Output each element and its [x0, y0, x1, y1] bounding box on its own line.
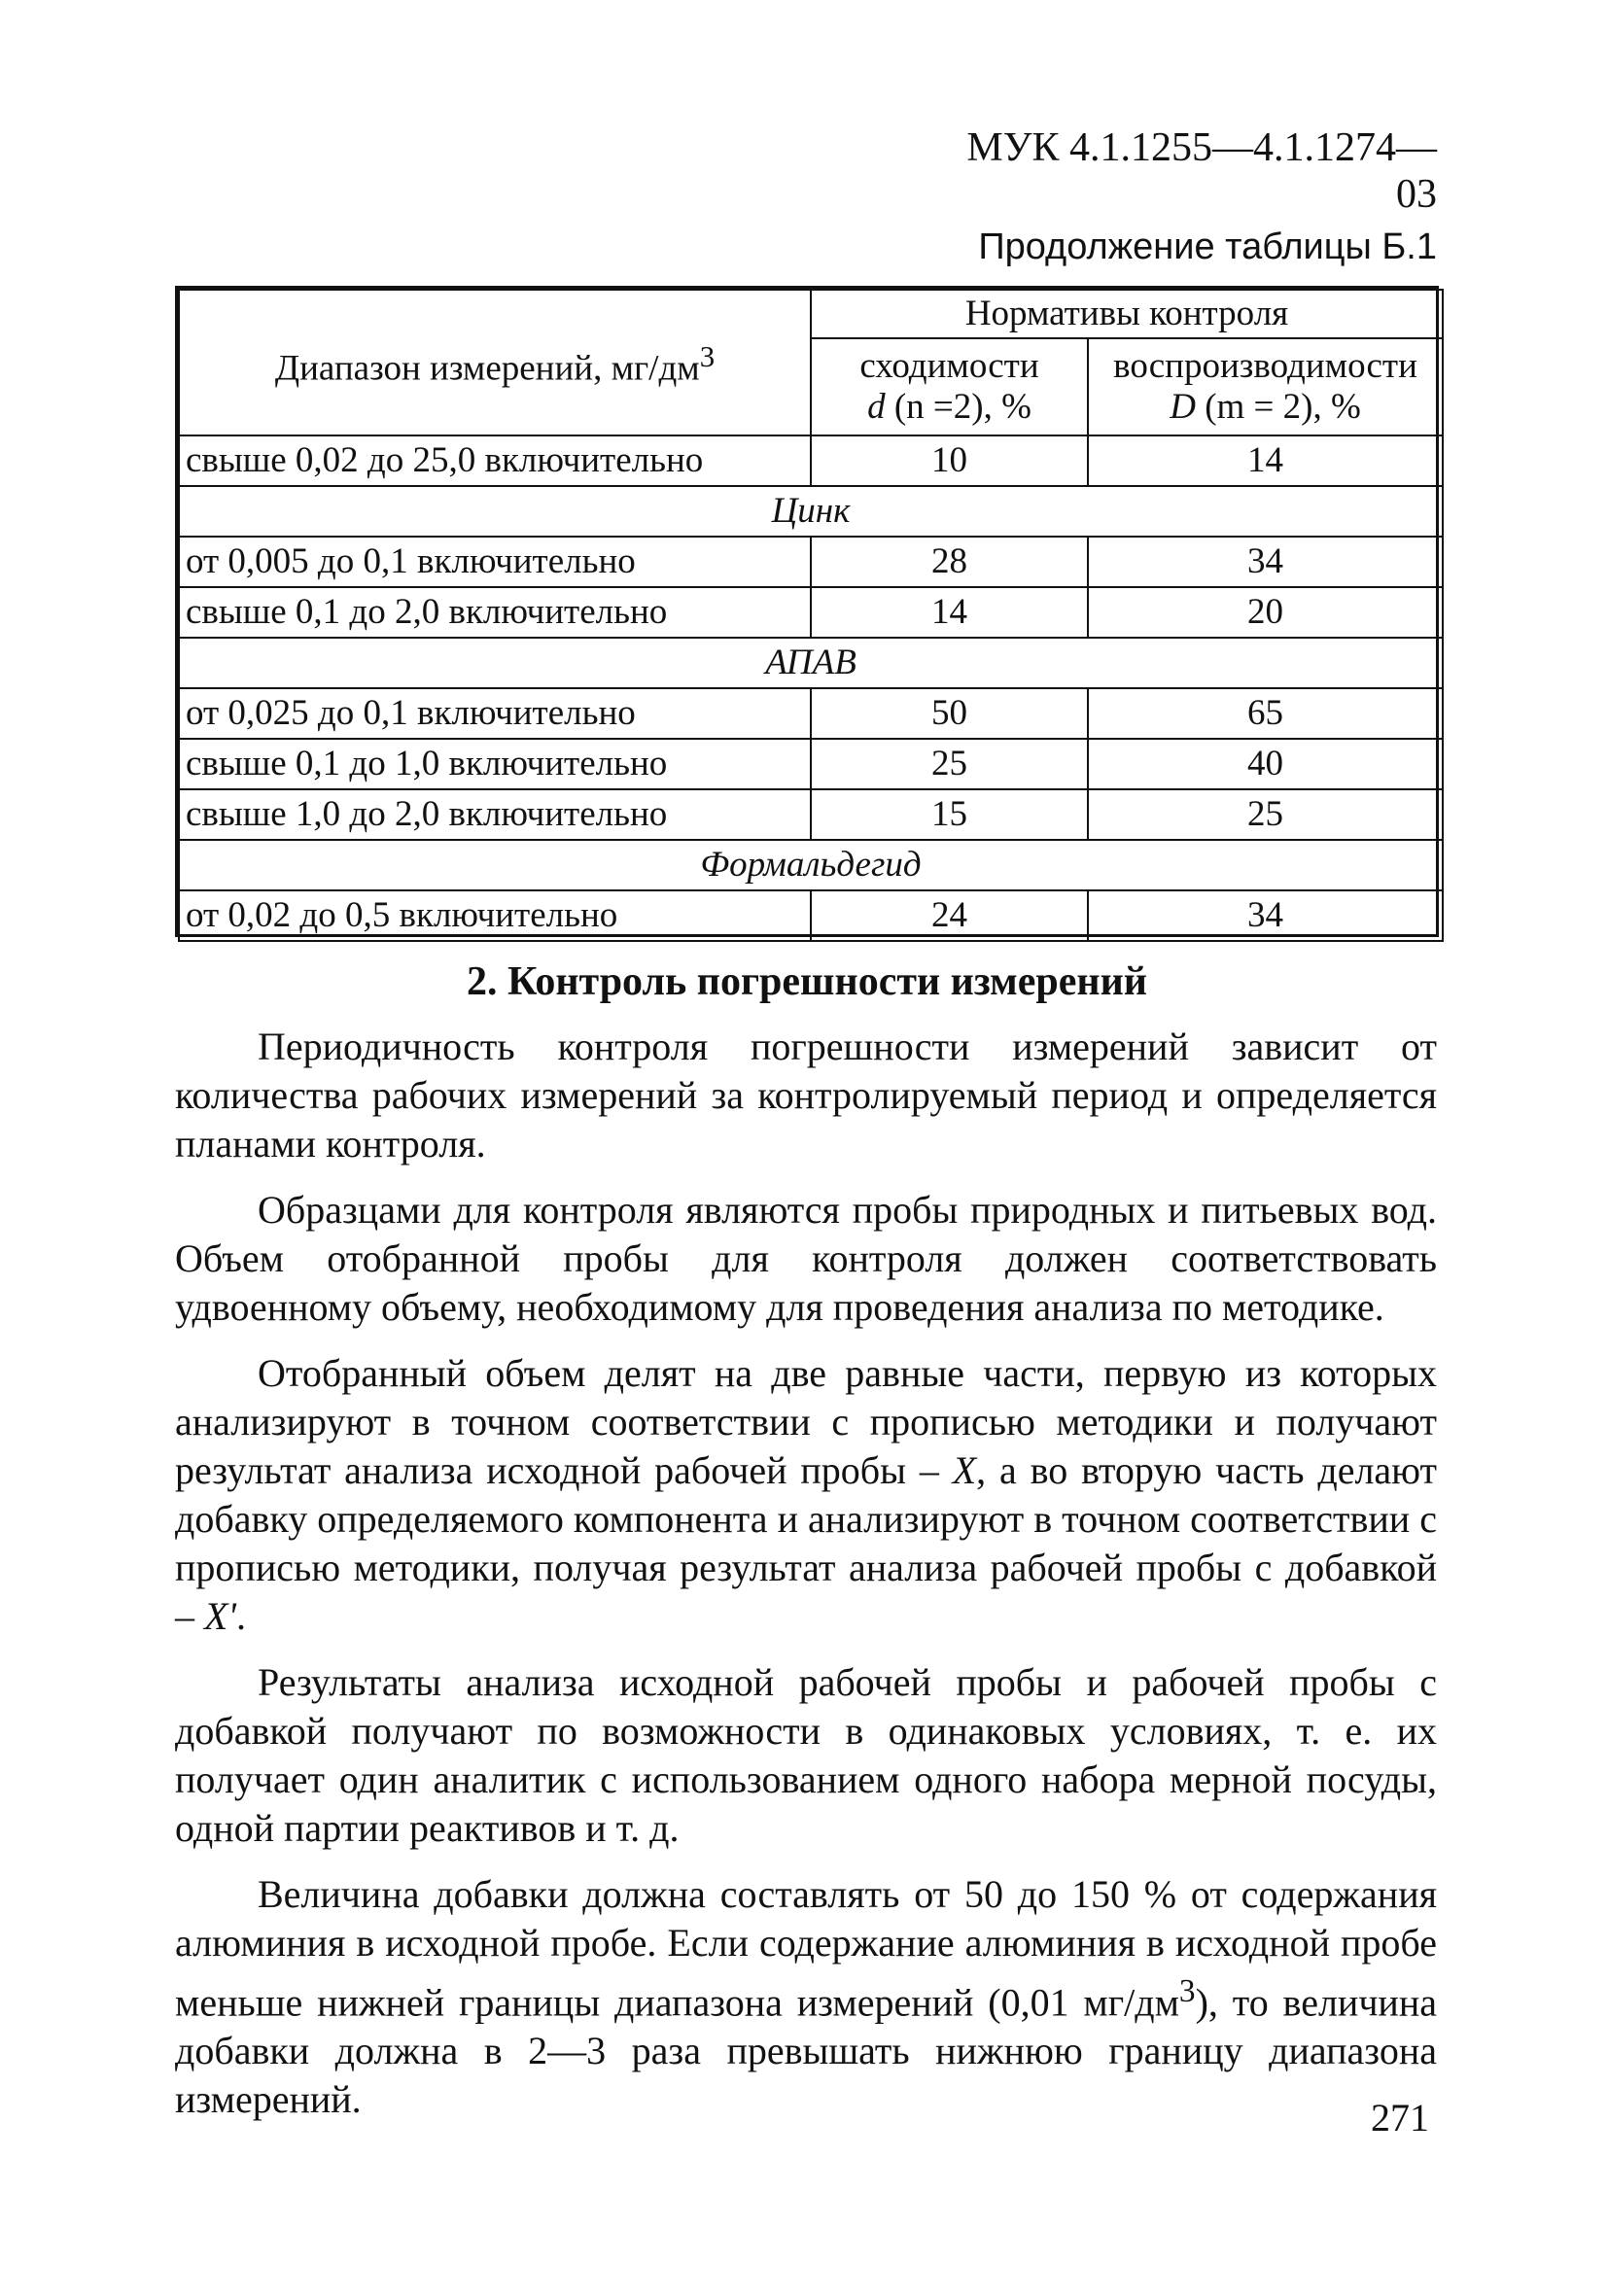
reproducibility-symbol: D — [1170, 387, 1196, 427]
table-header-row — [179, 290, 1443, 338]
procedure-text-b: , а во вторую часть делают добавку определяемого компонента и анализируют в точном соответствии с прописью методики, получая результат анализа рабочей пробы с добавкой – — [175, 1448, 1437, 1638]
range-cell: свыше 0,1 до 1,0 включительно — [179, 739, 811, 789]
table-row — [179, 688, 1443, 739]
paragraph-periodicity: Периодичность контроля погрешности измерений зависит от количества рабочих измерений за контролируемый период и определяется планами контроля. — [175, 1025, 1437, 1165]
repeatability-cell: 50 — [811, 688, 1088, 739]
reproducibility-cell: 34 — [1088, 890, 1443, 941]
table-row — [179, 587, 1443, 638]
addition-sup: 3 — [1178, 1973, 1196, 2009]
page-number: 271 — [1371, 2096, 1429, 2139]
repeatability-cell: 28 — [811, 537, 1088, 587]
norms-table — [178, 289, 1444, 942]
section-title: Цинк — [179, 486, 1443, 537]
document-code: МУК 4.1.1255—4.1.1274—03 — [966, 125, 1437, 217]
repeatability-cell: 14 — [811, 587, 1088, 638]
section-row-zinc — [179, 486, 1443, 537]
paragraph-samples: Образцами для контроля являются пробы природных и питьевых вод. Объем отобранной пробы для контроля должен соответствовать удвоенному объему, необходимому для проведения анализа по методике. — [175, 1188, 1437, 1329]
table-caption: Продолжение таблицы Б.1 — [978, 226, 1437, 267]
reproducibility-cell: 34 — [1088, 537, 1443, 587]
section-row-formaldehyde — [179, 840, 1443, 890]
reproducibility-cell: 25 — [1088, 789, 1443, 840]
reproducibility-params: (m = 2), % — [1205, 387, 1361, 427]
paragraph-conditions: Результаты анализа исходной рабочей пробы и рабочей пробы с добавкой получают по возможности в одинаковых условиях, т. е. их получает один аналитик с использованием одного набора мерной посуды, одной партии реактивов и т. д. — [175, 1660, 1437, 1850]
range-cell: от 0,02 до 0,5 включительно — [179, 890, 811, 941]
range-column-header — [179, 290, 811, 435]
reproducibility-header — [1088, 338, 1443, 435]
procedure-text-a: Отобранный объем делят на две равные части, первую из которых анализируют в точном соответствии с прописью методики и получают результат анализа исходной рабочей пробы – — [175, 1351, 1437, 1492]
table-row — [179, 435, 1443, 486]
reproducibility-cell: 65 — [1088, 688, 1443, 739]
range-header-sup: 3 — [699, 339, 716, 373]
reproducibility-cell: 14 — [1088, 435, 1443, 486]
range-cell: от 0,005 до 0,1 включительно — [179, 537, 811, 587]
norms-header: Нормативы контроля — [811, 290, 1443, 338]
section-title: АПАВ — [179, 638, 1443, 688]
repeatability-params: (n =2), % — [893, 387, 1031, 427]
table-row — [179, 890, 1443, 941]
paragraph-addition — [175, 1870, 1437, 2124]
body-text — [175, 1023, 1437, 2141]
section-title: Формальдегид — [179, 840, 1443, 890]
reproducibility-cell: 20 — [1088, 587, 1443, 638]
paragraph-procedure — [175, 1349, 1437, 1641]
repeatability-params-line — [818, 387, 1081, 428]
repeatability-header — [811, 338, 1088, 435]
repeatability-cell: 15 — [811, 789, 1088, 840]
repeatability-cell: 25 — [811, 739, 1088, 789]
symbol-x-prime: X' — [204, 1594, 236, 1638]
table-row — [179, 739, 1443, 789]
reproducibility-cell: 40 — [1088, 739, 1443, 789]
symbol-x: X — [952, 1448, 977, 1492]
reproducibility-label: воспроизводимости — [1113, 346, 1417, 386]
norms-table-frame — [175, 286, 1439, 937]
repeatability-label: сходимости — [859, 346, 1039, 386]
range-cell: свыше 0,02 до 25,0 включительно — [179, 435, 811, 486]
section-heading: 2. Контроль погрешности измерений — [466, 959, 1147, 1004]
repeatability-cell: 24 — [811, 890, 1088, 941]
range-cell: свыше 0,1 до 2,0 включительно — [179, 587, 811, 638]
repeatability-symbol: d — [867, 387, 886, 427]
range-cell: свыше 1,0 до 2,0 включительно — [179, 789, 811, 840]
repeatability-cell: 10 — [811, 435, 1088, 486]
procedure-text-c: . — [236, 1594, 246, 1638]
range-header-label: Диапазон измерений, мг/дм — [274, 348, 700, 389]
addition-text-b: ), то величина добавки должна в 2—3 раза превышать нижнюю границу диапазона измерений. — [175, 1980, 1437, 2122]
reproducibility-params-line — [1095, 387, 1436, 428]
section-row-apav — [179, 638, 1443, 688]
addition-text-a: Величина добавки должна составлять от 50 до 150 % от содержания алюминия в исходной пробе. Если содержание алюминия в исходной пробе меньше нижней границы диапазона измерений (0,01 мг/дм — [175, 1872, 1437, 2025]
range-cell: от 0,025 до 0,1 включительно — [179, 688, 811, 739]
table-row — [179, 789, 1443, 840]
table-row — [179, 537, 1443, 587]
